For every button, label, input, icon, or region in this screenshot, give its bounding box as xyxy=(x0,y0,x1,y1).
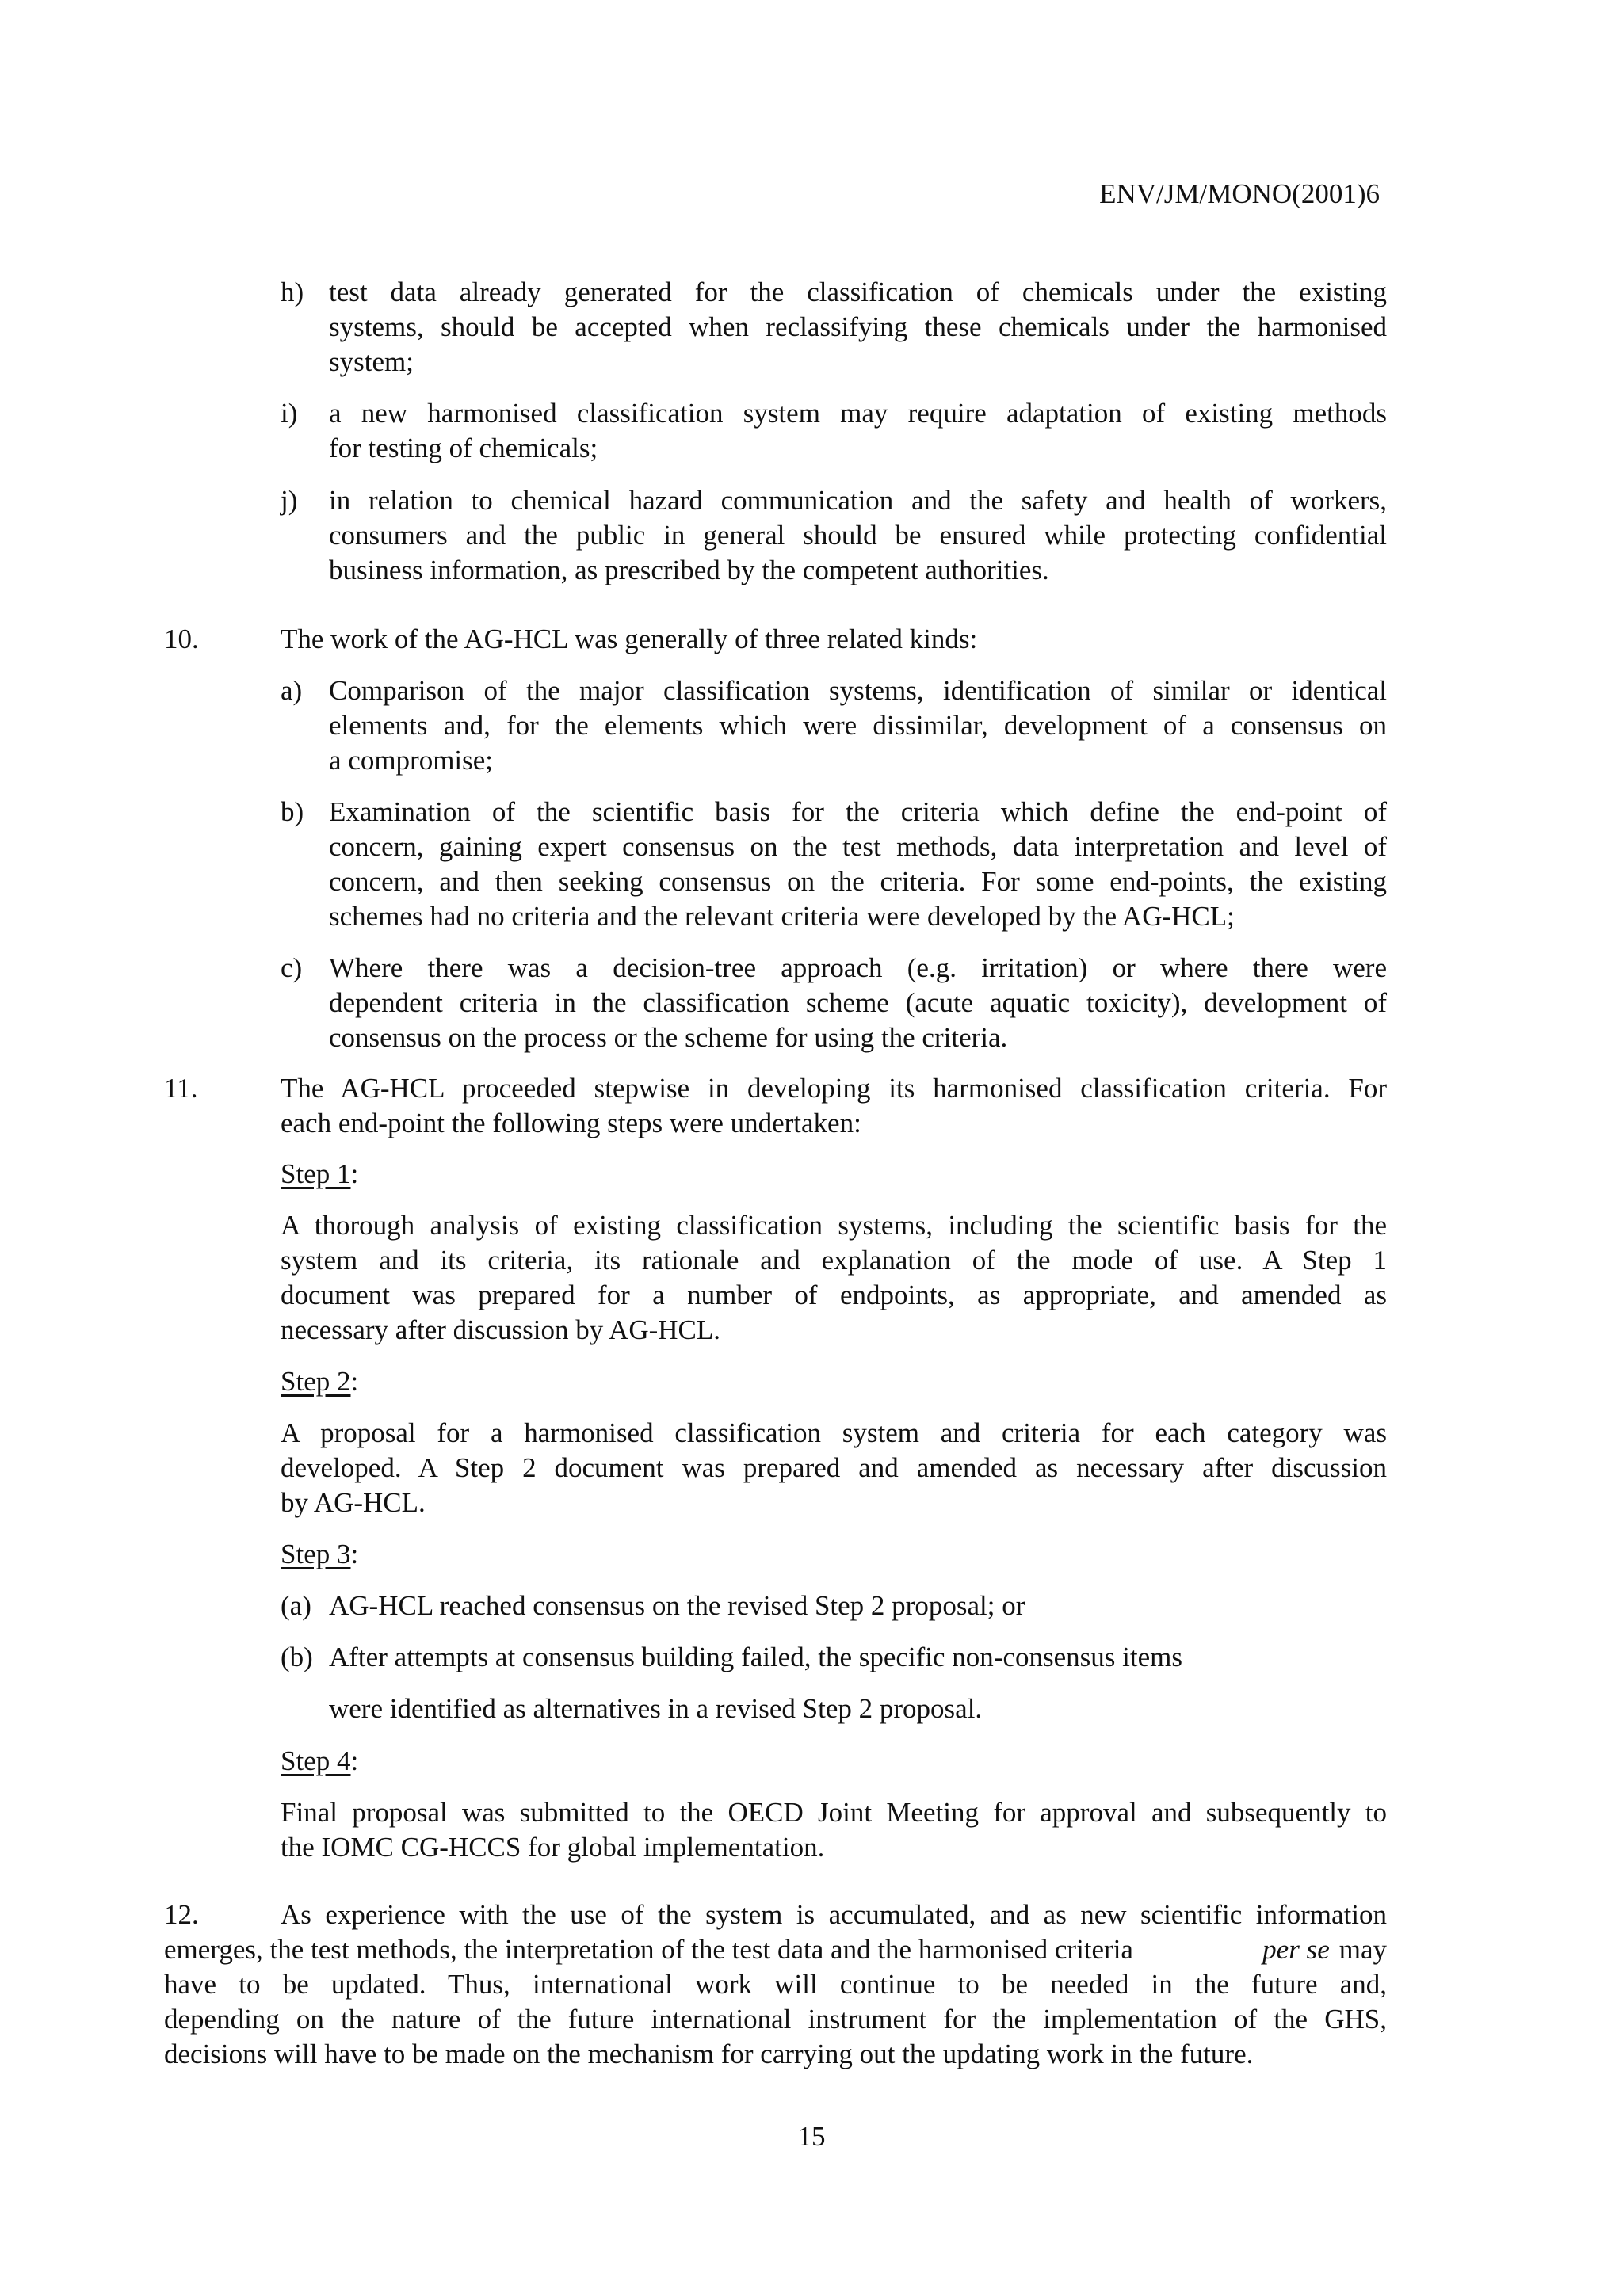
list-line: consumers and the public in general should be ensured while protecting confidential xyxy=(329,520,1387,551)
list-line: concern, gaining expert consensus on the test methods, data interpretation and level of xyxy=(329,831,1387,862)
list-line: test data already generated for the classification of chemicals under the existing xyxy=(329,277,1387,307)
step-line: A proposal for a harmonised classification system and criteria for each category was xyxy=(281,1417,1387,1448)
list-line: for testing of chemicals; xyxy=(329,433,598,463)
step-line: the IOMC CG-HCCS for global implementation. xyxy=(281,1832,825,1863)
list-line: in relation to chemical hazard communication and the safety and health of workers, xyxy=(329,485,1387,516)
step-line: by AG-HCL. xyxy=(281,1487,426,1518)
list-line: schemes had no criteria and the relevant criteria were developed by the AG-HCL; xyxy=(329,901,1235,932)
paragraph-line: have to be updated. Thus, international work will continue to be needed in the future and, xyxy=(164,1969,1387,2000)
paragraph-number: 12. xyxy=(164,1899,199,1930)
step-heading-text: Step 4 xyxy=(281,1745,351,1776)
list-line: Examination of the scientific basis for the criteria which define the end-point of xyxy=(329,796,1387,827)
list-line: Comparison of the major classification systems, identification of similar or identical xyxy=(329,675,1387,706)
paragraph-intro: The work of the AG-HCL was generally of three related kinds: xyxy=(281,624,978,654)
list-label: j) xyxy=(281,485,298,516)
list-line: systems, should be accepted when reclassifying these chemicals under the harmonised xyxy=(329,311,1387,342)
paragraph-line: each end-point the following steps were undertaken: xyxy=(281,1108,861,1138)
step-3-a-text: AG-HCL reached consensus on the revised Step 2 proposal; or xyxy=(329,1590,1025,1621)
step-3-b-continued: were identified as alternatives in a revised Step 2 proposal. xyxy=(329,1693,983,1724)
paragraph-text: emerges, the test methods, the interpretation of the test data and the harmonised criteria xyxy=(164,1934,1133,1965)
page-number: 15 xyxy=(797,2121,826,2152)
step-line: developed. A Step 2 document was prepared and amended as necessary after discussion xyxy=(281,1452,1387,1483)
list-line: consensus on the process or the scheme for using the criteria. xyxy=(329,1022,1008,1053)
step-3-b-text: After attempts at consensus building failed, the specific non-consensus items xyxy=(329,1642,1182,1672)
step-line: necessary after discussion by AG-HCL. xyxy=(281,1314,721,1345)
emphasis-text: per se xyxy=(1262,1934,1330,1965)
step-heading-text: Step 1 xyxy=(281,1158,351,1189)
list-label: h) xyxy=(281,277,304,307)
step-line: Final proposal was submitted to the OECD Joint Meeting for approval and subsequently to xyxy=(281,1797,1387,1828)
list-line: a new harmonised classification system may require adaptation of existing methods xyxy=(329,398,1387,429)
paragraph-line: depending on the nature of the future international instrument for the implementation of the GHS, xyxy=(164,2004,1387,2035)
paragraph-number: 10. xyxy=(164,624,199,654)
step-1-heading: Step 1: xyxy=(281,1158,359,1189)
step-line: document was prepared for a number of endpoints, as appropriate, and amended as xyxy=(281,1280,1387,1310)
list-line: Where there was a decision-tree approach (e.g. irritation) or where there were xyxy=(329,952,1387,983)
list-label: b) xyxy=(281,796,304,827)
step-line: system and its criteria, its rationale and explanation of the mode of use. A Step 1 xyxy=(281,1245,1387,1276)
list-label: a) xyxy=(281,675,303,706)
step-4-heading: Step 4: xyxy=(281,1745,359,1776)
document-code: ENV/JM/MONO(2001)6 xyxy=(1099,178,1380,209)
paragraph-text-tail xyxy=(1262,1932,1387,1967)
step-heading-text: Step 3 xyxy=(281,1539,351,1569)
list-line: system; xyxy=(329,346,414,377)
step-3-a-label: (a) xyxy=(281,1590,311,1621)
paragraph-line xyxy=(164,1932,1387,1967)
paragraph-text: may xyxy=(1338,1934,1387,1965)
list-line: dependent criteria in the classification scheme (acute aquatic toxicity), development of xyxy=(329,987,1387,1018)
list-line: business information, as prescribed by the competent authorities. xyxy=(329,555,1049,585)
step-heading-text: Step 2 xyxy=(281,1366,351,1397)
list-line: a compromise; xyxy=(329,745,494,776)
list-line: elements and, for the elements which were dissimilar, development of a consensus on xyxy=(329,710,1387,741)
paragraph-line: decisions will have to be made on the mechanism for carrying out the updating work in the future. xyxy=(164,2039,1254,2069)
step-line: A thorough analysis of existing classification systems, including the scientific basis for the xyxy=(281,1210,1387,1241)
list-label: i) xyxy=(281,398,298,429)
step-2-heading: Step 2: xyxy=(281,1366,359,1397)
step-3-heading: Step 3: xyxy=(281,1539,359,1569)
step-3-b-label: (b) xyxy=(281,1642,313,1672)
list-label: c) xyxy=(281,952,303,983)
paragraph-line: The AG-HCL proceeded stepwise in developing its harmonised classification criteria. For xyxy=(281,1073,1387,1104)
list-line: concern, and then seeking consensus on the criteria. For some end-points, the existing xyxy=(329,866,1387,897)
paragraph-line: As experience with the use of the system is accumulated, and as new scientific information xyxy=(281,1899,1387,1930)
paragraph-number: 11. xyxy=(164,1073,198,1104)
